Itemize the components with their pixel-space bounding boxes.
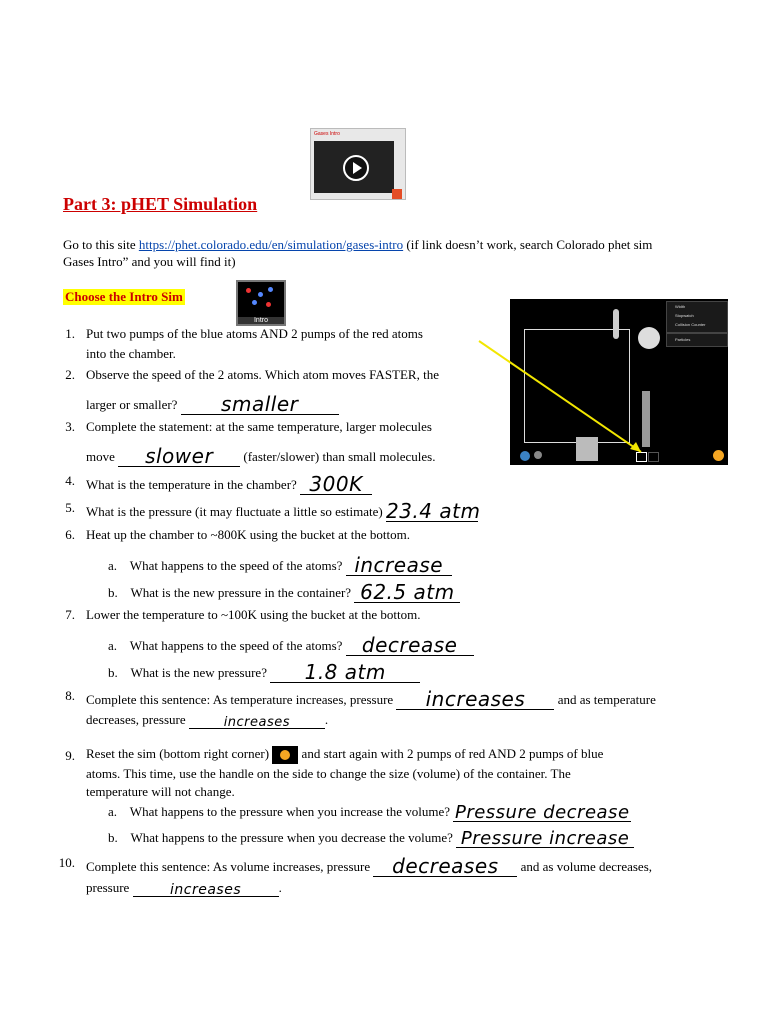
q6a-answer: increase [354, 553, 444, 577]
q6a-text: What happens to the speed of the atoms? [129, 558, 343, 573]
q10-answer1-field[interactable] [373, 852, 517, 877]
q4-number: 4. [65, 473, 75, 488]
q9a-text: What happens to the pressure when you increase the volume? [129, 804, 450, 819]
q2-answer-field[interactable] [181, 390, 339, 415]
q2-line-2 [86, 390, 339, 415]
q6a-label: a. [108, 558, 118, 573]
q6b-label: b. [108, 585, 118, 600]
q7-text: Lower the temperature to ~100K using the bucket at the bottom. [86, 607, 421, 622]
q6b-answer-field[interactable] [354, 578, 460, 603]
part-title: Part 3: pHET Simulation [63, 194, 258, 214]
q2-text-cont: larger or smaller? [86, 397, 178, 412]
q1-text-cont: into the chamber. [86, 346, 176, 361]
choose-intro-label: Choose the Intro Sim [65, 289, 183, 304]
q6a-line [108, 551, 452, 576]
q3-answer-field[interactable] [118, 442, 240, 467]
q10-answer1: decreases [392, 854, 499, 878]
q7b-answer: 1.8 atm [304, 660, 386, 684]
panel-item-width: Width [675, 304, 686, 309]
q6b-line [108, 578, 460, 603]
intro-line-2: Gases Intro” and you will find it) [63, 254, 236, 269]
q4-answer-field[interactable] [300, 470, 372, 495]
q10-line-1 [86, 852, 652, 877]
q7a-answer: decrease [361, 633, 458, 657]
intro-suffix: (if link doesn’t work, search Colorado phet sim [403, 237, 653, 252]
q10-period: . [278, 880, 282, 895]
q8-answer1: increases [425, 687, 526, 711]
q9b-label: b. [108, 830, 118, 845]
q7-number: 7. [65, 607, 75, 622]
q8-middle: and as temperature [557, 692, 656, 707]
q9-suffix: and start again with 2 pumps of red AND 2 pumps of blue [301, 746, 604, 761]
simulation-link[interactable]: https://phet.colorado.edu/en/simulation/gases-intro [138, 237, 404, 252]
q5-line [86, 497, 481, 523]
q4-text: What is the temperature in the chamber? [86, 477, 297, 492]
q6-number: 6. [65, 527, 75, 542]
q10-number: 10. [58, 855, 75, 870]
q3-number: 3. [65, 419, 75, 434]
q10-line-2 [86, 880, 282, 897]
q10-answer2-field[interactable] [133, 880, 279, 897]
q8-number: 8. [65, 688, 75, 703]
q7b-answer-field[interactable] [270, 658, 420, 683]
q3-text: Complete the statement: at the same temperature, larger molecules [86, 419, 432, 434]
q6a-answer-field[interactable] [346, 551, 452, 576]
q1-number: 1. [65, 326, 75, 341]
q10-prefix: Complete this sentence: As volume increases, pressure [86, 859, 371, 874]
q9a-answer-field[interactable] [453, 800, 631, 822]
q9-text-3: temperature will not change. [86, 784, 235, 799]
intro-icon-label: Intro [238, 317, 284, 324]
q7b-line [108, 658, 420, 683]
q10-answer2: increases [170, 882, 242, 898]
q1-text: Put two pumps of the blue atoms AND 2 pumps of the red atoms [86, 326, 423, 341]
q8-prefix: Complete this sentence: As temperature increases, pressure [86, 692, 394, 707]
q3-prefix: move [86, 449, 115, 464]
q3-answer: slower [145, 444, 214, 468]
q9a-line [108, 800, 631, 822]
q8-line2-prefix: decreases, pressure [86, 712, 186, 727]
q7a-line [108, 631, 474, 656]
intro-prefix: Go to this site [63, 237, 139, 252]
reset-icon [272, 746, 298, 764]
q8-answer2-field[interactable] [189, 712, 325, 729]
q9a-label: a. [108, 804, 118, 819]
particles-label: Particles [675, 337, 691, 342]
q7b-label: b. [108, 665, 118, 680]
q9b-answer-field[interactable] [456, 826, 634, 848]
q7a-label: a. [108, 638, 118, 653]
q9b-answer: Pressure increase [460, 828, 630, 849]
q8-line-2 [86, 712, 328, 729]
q9b-text: What happens to the pressure when you decrease the volume? [130, 830, 453, 845]
q9-text-2: atoms. This time, use the handle on the side to change the size (volume) of the container. The [86, 766, 571, 781]
thumbnail-title: Gases Intro [314, 131, 340, 137]
q4-line [86, 470, 372, 495]
q3-suffix: (faster/slower) than small molecules. [243, 449, 436, 464]
q8-line-1 [86, 685, 656, 710]
q8-answer1-field[interactable] [396, 685, 554, 710]
q5-number: 5. [65, 500, 75, 515]
q9b-line [108, 826, 634, 848]
q7b-text: What is the new pressure? [130, 665, 267, 680]
q6b-text: What is the new pressure in the container? [130, 585, 352, 600]
q5-answer-field[interactable] [385, 497, 481, 523]
q9-number: 9. [65, 748, 75, 763]
q10-line2-prefix: pressure [86, 880, 130, 895]
q3-line-2 [86, 442, 435, 467]
q6-text: Heat up the chamber to ~800K using the bucket at the bottom. [86, 527, 411, 542]
q9-prefix: Reset the sim (bottom right corner) [86, 746, 270, 761]
panel-item-collision-counter: Collision Counter [675, 322, 706, 327]
q6b-answer: 62.5 atm [360, 580, 455, 604]
q9a-answer: Pressure decrease [454, 802, 630, 823]
q5-text: What is the pressure (it may fluctuate a little so estimate) [86, 504, 383, 519]
q2-answer: smaller [221, 392, 299, 416]
q4-answer: 300K [309, 472, 363, 496]
q5-answer: 23.4 atm [385, 499, 481, 523]
q2-text: Observe the speed of the 2 atoms. Which atom moves FASTER, the [86, 367, 439, 382]
q10-middle: and as volume decreases, [520, 859, 653, 874]
q9-line-1 [86, 746, 603, 764]
q7a-text: What happens to the speed of the atoms? [129, 638, 343, 653]
q2-number: 2. [65, 367, 75, 382]
q7a-answer-field[interactable] [346, 631, 474, 656]
q8-period: . [324, 712, 329, 727]
panel-item-stopwatch: Stopwatch [675, 313, 694, 318]
q8-answer2: increases [223, 715, 291, 730]
